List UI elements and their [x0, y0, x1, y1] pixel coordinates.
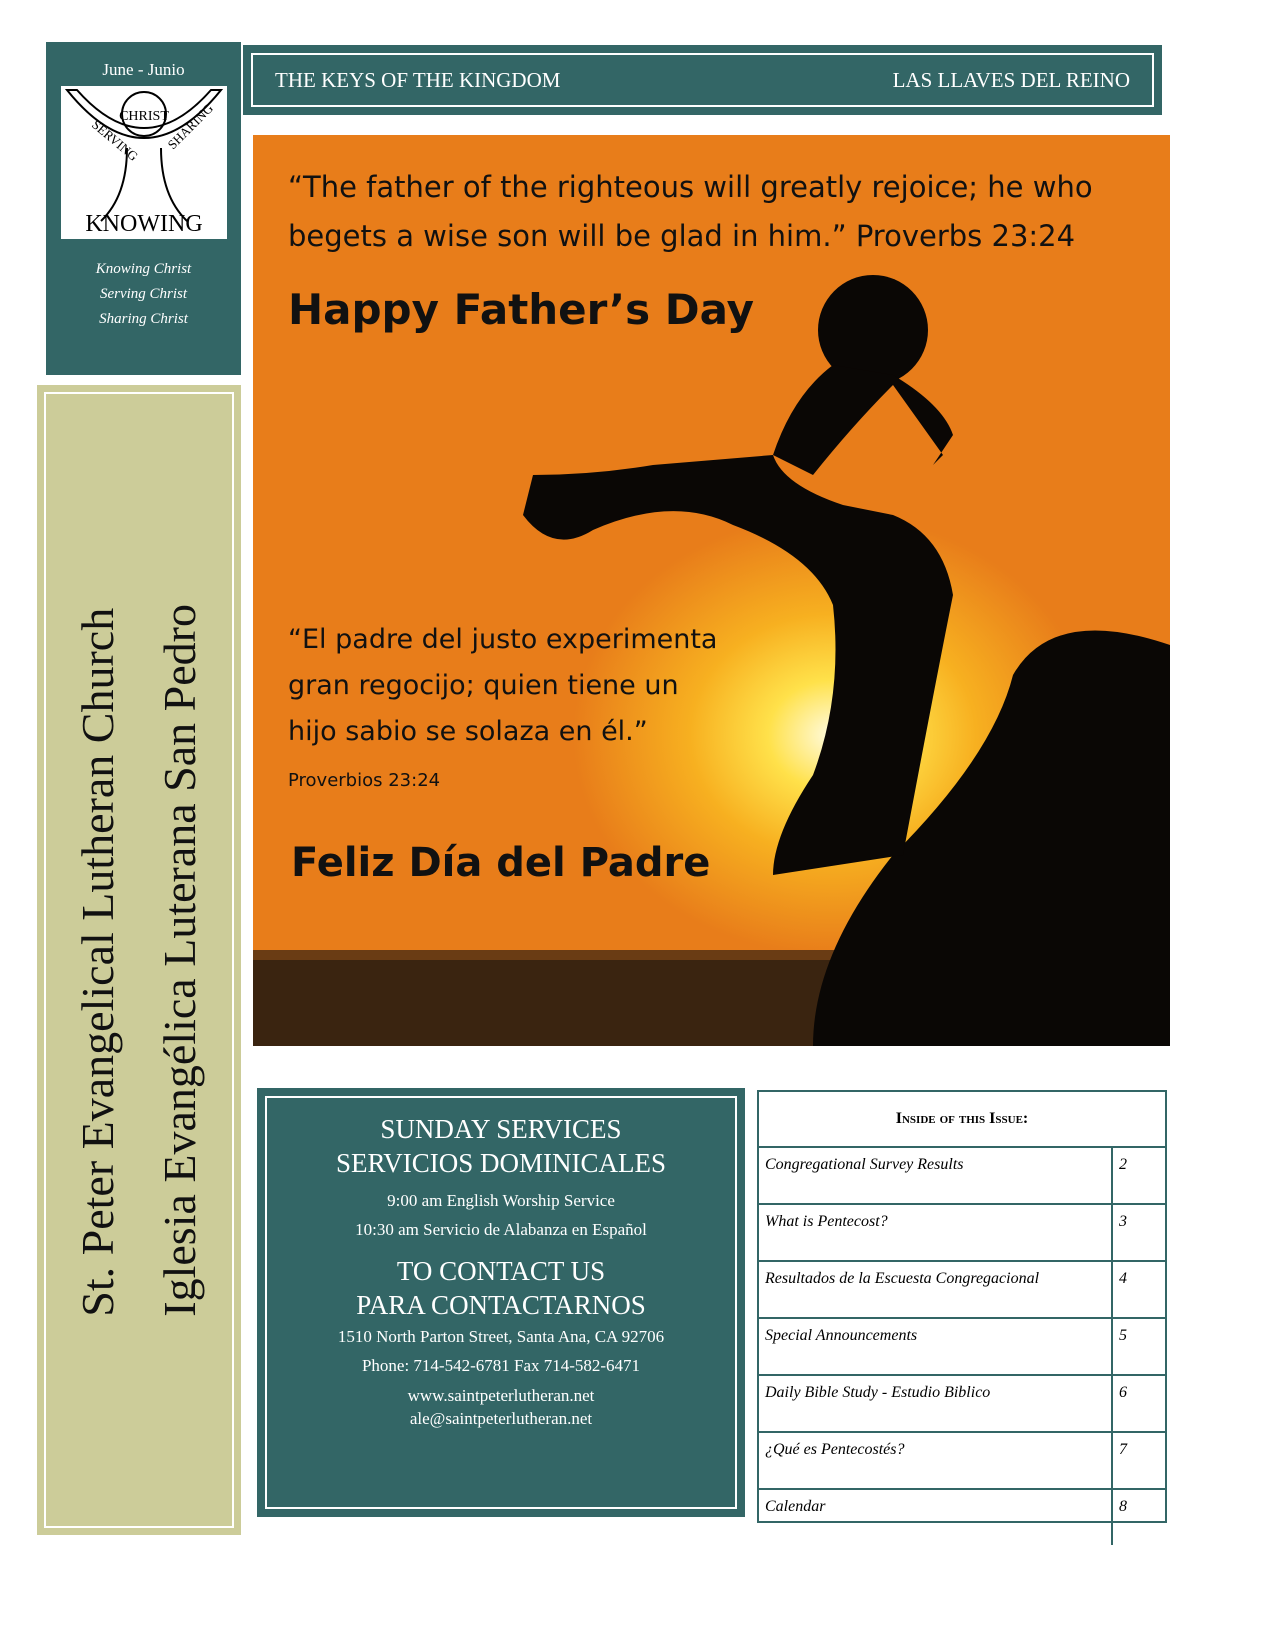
toc-item-page: 6	[1119, 1384, 1127, 1401]
toc-row[interactable]	[759, 1262, 1165, 1319]
quote-english: “The father of the righteous will greatly rejoice; he who begets a wise son will be glad in him.” Proverbs 23:24	[288, 170, 1093, 253]
contact-title-es: PARA CONTACTARNOS	[356, 1290, 646, 1320]
masthead-title-en: THE KEYS OF THE KINGDOM	[275, 67, 561, 92]
motto-sharing: Sharing Christ	[99, 311, 188, 327]
toc-row[interactable]	[759, 1205, 1165, 1262]
greeting-english: Happy Father’s Day	[288, 285, 754, 334]
toc-item-title: ¿Qué es Pentecostés?	[759, 1433, 1113, 1488]
toc-item-page: 8	[1119, 1498, 1127, 1515]
service-spanish: 10:30 am Servicio de Alabanza en Español	[355, 1220, 647, 1239]
church-name-english: St. Peter Evangelical Lutheran Church	[72, 607, 123, 1317]
toc-item-page: 2	[1119, 1156, 1127, 1173]
motto-serving: Serving Christ	[99, 286, 188, 302]
svg-text:CHRIST: CHRIST	[118, 109, 169, 124]
quote-spanish-ref: Proverbios 23:24	[288, 770, 441, 791]
toc-row[interactable]	[759, 1433, 1165, 1490]
toc-item-title: Special Announcements	[759, 1319, 1113, 1374]
toc-item-title: Resultados de la Escuesta Congregacional	[759, 1262, 1113, 1317]
toc-row[interactable]	[759, 1148, 1165, 1205]
issue-month: June - Junio	[102, 60, 185, 79]
toc-item-title: Congregational Survey Results	[759, 1148, 1113, 1203]
phone-fax: Phone: 714-542-6781 Fax 714-582-6471	[361, 1356, 641, 1375]
svg-text:SHARING: SHARING	[164, 100, 216, 153]
toc-item-page: 3	[1119, 1213, 1127, 1230]
email-link[interactable]: ale@saintpeterlutheran.net	[409, 1409, 593, 1428]
contact-title-en: TO CONTACT US	[396, 1256, 606, 1286]
toc-item-title: What is Pentecost?	[759, 1205, 1113, 1260]
address: 1510 North Parton Street, Santa Ana, CA 92706	[337, 1327, 665, 1346]
website-link[interactable]: www.saintpeterlutheran.net	[407, 1386, 595, 1405]
toc-item-page: 5	[1119, 1327, 1127, 1344]
silhouette-illustration	[253, 135, 1170, 1046]
toc-title: Inside of this Issue:	[759, 1092, 1165, 1148]
services-title-en: SUNDAY SERVICES	[380, 1114, 622, 1144]
quote-spanish	[288, 617, 728, 804]
fathers-day-image	[253, 135, 1170, 1046]
table-of-contents	[757, 1090, 1167, 1523]
church-logo	[61, 86, 227, 239]
toc-item-page: 4	[1119, 1270, 1127, 1287]
masthead-title-es: LAS LLAVES DEL REINO	[892, 67, 1130, 92]
svg-text:SERVING: SERVING	[88, 116, 141, 164]
greeting-spanish: Feliz Día del Padre	[291, 840, 711, 886]
service-english: 9:00 am English Worship Service	[387, 1191, 615, 1210]
logo-box	[46, 42, 241, 375]
toc-row[interactable]	[759, 1376, 1165, 1433]
svg-text:KNOWING: KNOWING	[84, 211, 203, 237]
toc-row[interactable]	[759, 1319, 1165, 1376]
church-name-spanish: Iglesia Evangélica Luterana San Pedro	[154, 603, 205, 1317]
toc-item-title: Calendar	[759, 1490, 1113, 1545]
services-contact-box	[257, 1088, 745, 1517]
church-name-panel	[37, 385, 241, 1535]
toc-item-page: 7	[1119, 1441, 1127, 1458]
masthead	[243, 45, 1162, 115]
toc-row[interactable]	[759, 1490, 1165, 1545]
toc-item-title: Daily Bible Study - Estudio Biblico	[759, 1376, 1113, 1431]
quote-spanish-text: “El padre del justo experimenta gran regocijo; quien tiene un hijo sabio se solaza en él.”	[288, 624, 718, 747]
services-title-es: SERVICIOS DOMINICALES	[335, 1148, 667, 1178]
motto-knowing: Knowing Christ	[95, 261, 192, 277]
